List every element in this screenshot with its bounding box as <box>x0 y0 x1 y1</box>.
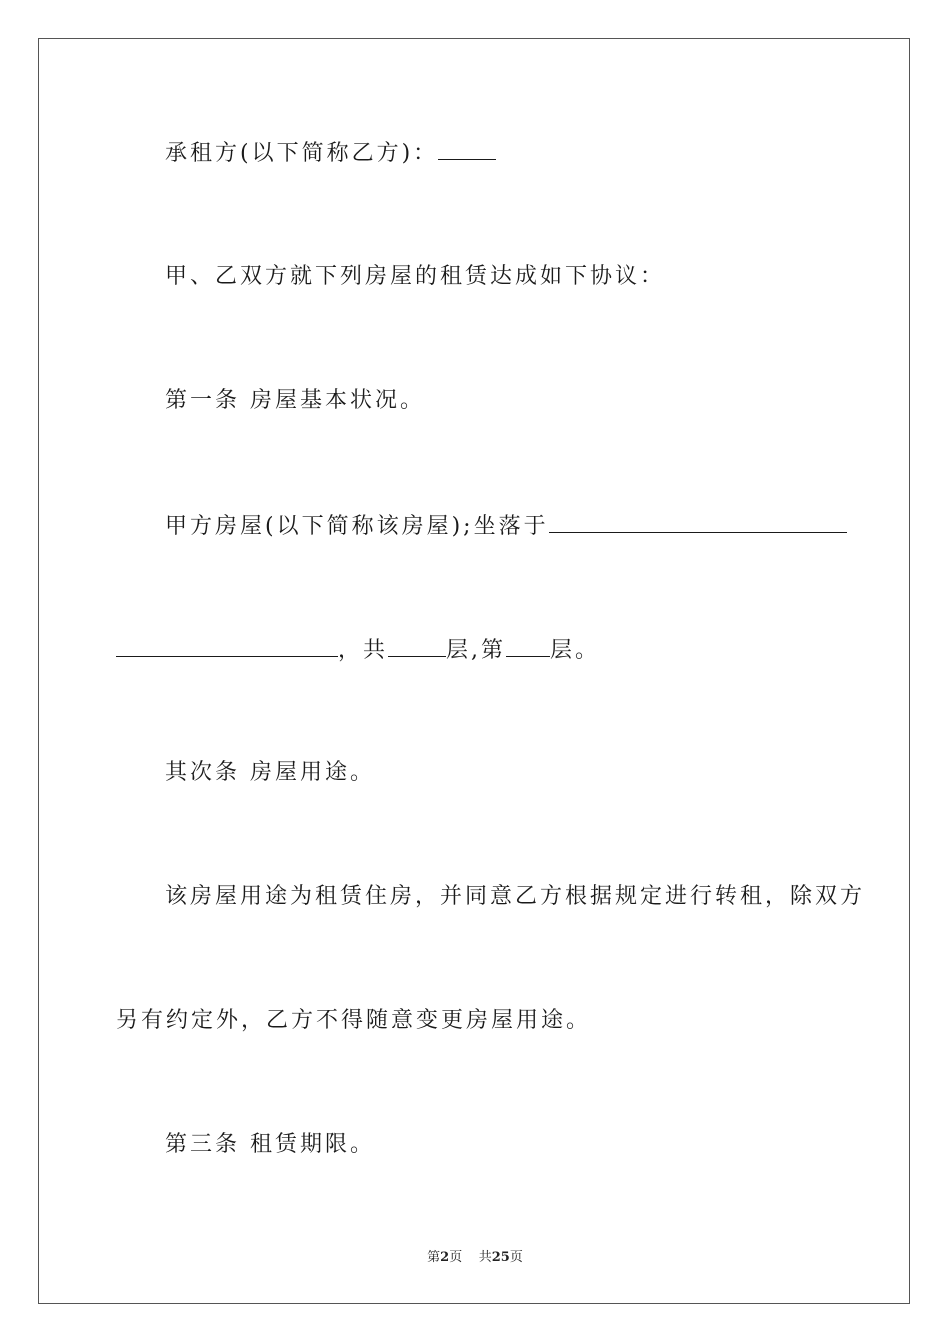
total-suffix: 页 <box>509 1250 523 1265</box>
page-number: 2 <box>440 1250 450 1265</box>
address-blank <box>116 634 338 657</box>
page-border <box>38 38 910 1304</box>
location-label: 甲方房屋(以下简称该房屋);坐落于 <box>165 514 549 539</box>
floor-number-blank <box>506 634 550 657</box>
location-line <box>165 510 847 542</box>
article-1-heading: 第一条 房屋基本状况。 <box>165 388 425 413</box>
lessee-label: 承租方(以下简称乙方)： <box>165 141 439 166</box>
total-pages: 25 <box>491 1250 510 1265</box>
usage-paragraph-line-2: 另有约定外，乙方不得随意变更房屋用途。 <box>116 1008 592 1033</box>
article-2-heading: 其次条 房屋用途。 <box>165 760 375 785</box>
article-3-heading: 第三条 租赁期限。 <box>165 1132 375 1157</box>
lessee-blank <box>438 137 496 160</box>
floor-number-label: 层,第 <box>446 638 507 663</box>
page-footer <box>0 1246 950 1265</box>
floors-total-label: ，共 <box>338 638 389 663</box>
floors-line <box>116 634 600 666</box>
usage-paragraph-line-1: 该房屋用途为租赁住房，并同意乙方根据规定进行转租，除双方 <box>165 884 866 909</box>
floors-total-blank <box>388 634 446 657</box>
lessee-line <box>165 137 496 169</box>
total-prefix: 共 <box>478 1250 492 1265</box>
page-prefix: 第 <box>427 1250 441 1265</box>
agreement-intro: 甲、乙双方就下列房屋的租赁达成如下协议： <box>165 264 666 289</box>
floor-suffix: 层。 <box>550 638 601 663</box>
page-suffix: 页 <box>449 1250 463 1265</box>
location-blank <box>549 510 847 533</box>
